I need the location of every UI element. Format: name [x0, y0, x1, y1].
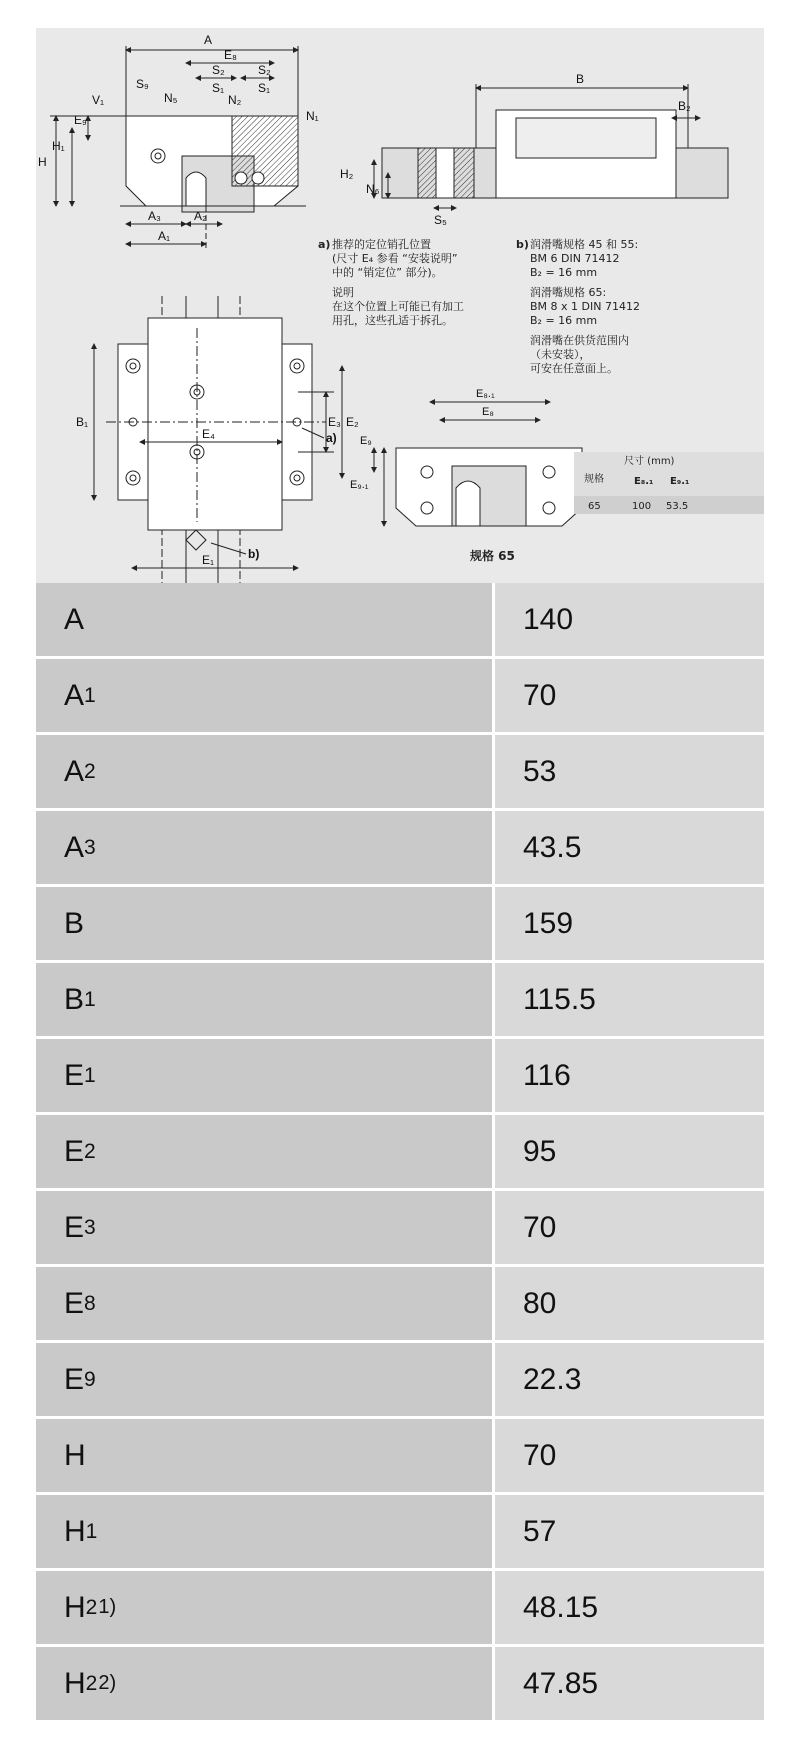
- dimension-value: 80: [495, 1267, 764, 1340]
- table-row: [36, 963, 764, 1036]
- table-row: [36, 1571, 764, 1644]
- note-a-line-1: 推荐的定位销孔位置: [332, 238, 431, 251]
- label-N2: N₂: [228, 93, 242, 107]
- dimension-symbol: E 3: [36, 1191, 492, 1264]
- label-S2: S₂: [212, 63, 225, 77]
- note-a-line-2: (尺寸 E₄ 参看 “安装说明”: [332, 252, 458, 265]
- mini-table-e91-value: 53.5: [666, 501, 689, 512]
- dimension-symbol: H 1: [36, 1495, 492, 1568]
- dimension-symbol: E 2: [36, 1115, 492, 1188]
- note-a: [318, 237, 464, 327]
- side-view: [374, 84, 728, 208]
- dimension-value: 116: [495, 1039, 764, 1112]
- dimension-symbol: A 2: [36, 735, 492, 808]
- dimension-symbol: A 3: [36, 811, 492, 884]
- dimension-value: 140: [495, 583, 764, 656]
- dimension-symbol: H: [36, 1419, 492, 1492]
- table-row: [36, 887, 764, 960]
- table-row: [36, 735, 764, 808]
- dimension-symbol: E 9: [36, 1343, 492, 1416]
- label-E3: E₃: [328, 415, 341, 429]
- dimension-symbol: B: [36, 887, 492, 960]
- label-N5: N₅: [164, 91, 178, 105]
- label-B1: B₁: [76, 415, 89, 429]
- dimension-value: 22.3: [495, 1343, 764, 1416]
- table-row: [36, 1343, 764, 1416]
- note-b-line-6: B₂ = 16 mm: [530, 314, 598, 327]
- table-row: [36, 1495, 764, 1568]
- label-H1: H₁: [52, 139, 65, 153]
- label-A1: A₁: [158, 229, 171, 243]
- dimension-value: 70: [495, 1419, 764, 1492]
- label-S5: S₅: [434, 213, 447, 227]
- dimension-value: 48.15: [495, 1571, 764, 1644]
- label-E9-small: E₉: [360, 435, 372, 447]
- dimension-value: 53: [495, 735, 764, 808]
- mini-table: [574, 452, 764, 514]
- note-b-line-4: 润滑嘴规格 65:: [530, 286, 607, 299]
- table-row: [36, 1191, 764, 1264]
- label-S1-right: S₁: [258, 81, 271, 95]
- top-view: [94, 296, 342, 583]
- dimension-value: 70: [495, 659, 764, 732]
- table-row: [36, 1419, 764, 1492]
- label-E8: E₈: [224, 48, 237, 62]
- note-a-explain-2: 用孔，这些孔适于拆孔。: [332, 314, 453, 327]
- table-row: [36, 583, 764, 656]
- label-S1: S₁: [212, 81, 225, 95]
- label-E9-1: E₉.₁: [350, 479, 369, 491]
- drawing-svg: [36, 28, 764, 583]
- size-65-view: [374, 402, 582, 526]
- label-B: B: [576, 72, 585, 86]
- dimension-value: 43.5: [495, 811, 764, 884]
- label-H: H: [38, 155, 47, 169]
- label-A3: A₃: [148, 209, 161, 223]
- label-E2: E₂: [346, 415, 359, 429]
- table-row: [36, 811, 764, 884]
- label-V1: V₁: [92, 93, 105, 107]
- label-E8-1: E₈.₁: [476, 388, 495, 400]
- dimension-symbol: E 1: [36, 1039, 492, 1112]
- table-row: [36, 1115, 764, 1188]
- note-b-line-3: B₂ = 16 mm: [530, 266, 598, 279]
- dimension-value: 95: [495, 1115, 764, 1188]
- note-b-line-5: BM 8 x 1 DIN 71412: [530, 300, 640, 313]
- dimension-symbol: A 1: [36, 659, 492, 732]
- mini-table-col-e81: E₈.₁: [634, 476, 654, 487]
- dimension-value: 57: [495, 1495, 764, 1568]
- label-S9: S₉: [136, 77, 149, 91]
- label-E9: E₉: [74, 113, 87, 127]
- label-point-a: a): [326, 431, 337, 445]
- table-row: [36, 1647, 764, 1720]
- label-point-b: b): [248, 547, 260, 561]
- note-b: [516, 237, 640, 375]
- mini-table-size: 65: [588, 501, 601, 512]
- figure-caption: 规格 65: [470, 549, 515, 563]
- mini-table-col-e91: E₉.₁: [670, 476, 690, 487]
- dimension-value: 47.85: [495, 1647, 764, 1720]
- label-N1: N₁: [306, 109, 319, 123]
- mini-table-header: 尺寸 (mm): [624, 456, 675, 467]
- mini-table-e81-value: 100: [632, 501, 652, 512]
- label-E1: E₁: [202, 553, 215, 567]
- note-b-line-1: 润滑嘴规格 45 和 55:: [530, 238, 639, 251]
- dimension-table: [36, 583, 764, 1720]
- note-a-explain-1: 在这个位置上可能已有加工: [332, 300, 464, 313]
- label-S2-right: S₂: [258, 63, 271, 77]
- dimension-value: 70: [495, 1191, 764, 1264]
- mini-table-col-label: 规格: [584, 474, 604, 485]
- table-row: [36, 1039, 764, 1112]
- note-a-marker: a): [318, 238, 331, 251]
- dimension-symbol: B 1: [36, 963, 492, 1036]
- note-b-line-9: 可安在任意面上。: [530, 362, 618, 375]
- dimension-symbol: A: [36, 583, 492, 656]
- note-a-line-3: 中的 “销定位” 部分)。: [332, 266, 443, 279]
- note-b-line-8: （未安装），: [530, 348, 591, 361]
- label-A: A: [204, 33, 213, 47]
- label-H2: H₂: [340, 167, 354, 181]
- note-b-line-7: 润滑嘴在供货范围内: [530, 334, 629, 347]
- note-b-line-2: BM 6 DIN 71412: [530, 252, 620, 265]
- label-N6: N₆: [366, 182, 380, 196]
- technical-drawing: [36, 28, 764, 583]
- label-A2: A₂: [194, 209, 207, 223]
- table-row: [36, 1267, 764, 1340]
- label-E8-small: E₈: [482, 406, 494, 418]
- dimension-symbol: H 2 1): [36, 1571, 492, 1644]
- table-row: [36, 659, 764, 732]
- label-E4: E₄: [202, 427, 215, 441]
- dimension-symbol: H 2 2): [36, 1647, 492, 1720]
- dimension-symbol: E 8: [36, 1267, 492, 1340]
- note-b-marker: b): [516, 238, 529, 251]
- note-a-explain-title: 说明: [332, 286, 354, 299]
- dimension-value: 115.5: [495, 963, 764, 1036]
- dimension-value: 159: [495, 887, 764, 960]
- label-B2: B₂: [678, 99, 691, 113]
